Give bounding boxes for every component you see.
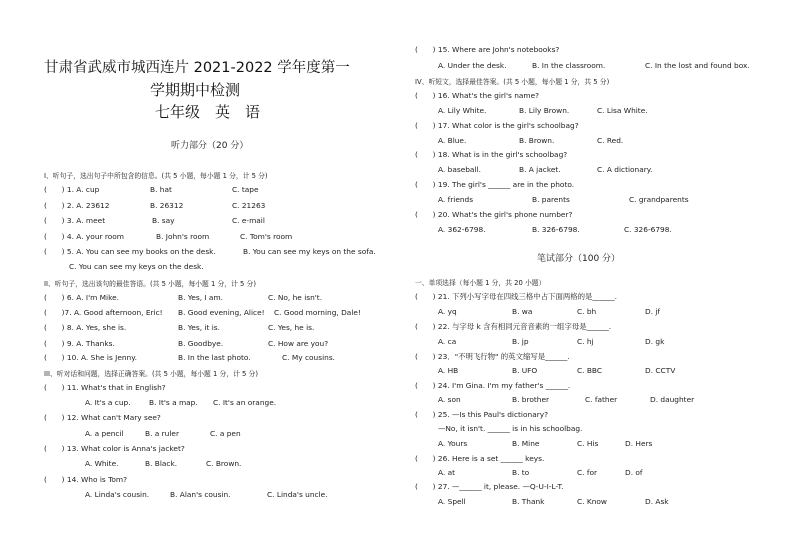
q1-stem: ( ) 1. A. cup (44, 185, 100, 194)
q27-option-a: A. Spell (438, 497, 466, 506)
q6-option-c: C. No, he isn't. (268, 293, 323, 302)
q2-option-b: B. 26312 (150, 201, 184, 210)
q12-stem: ( ) 12. What can't Mary see? (44, 413, 161, 422)
q25-option-b: B. Mine (512, 439, 540, 448)
q24-option-d: D. daughter (650, 395, 695, 404)
q20-stem: ( ) 20. What's the girl's phone number? (415, 210, 573, 219)
q4-stem: ( ) 4. A. your room (44, 232, 125, 241)
q26-option-b: B. to (512, 468, 530, 477)
q21-option-b: B. wa (512, 307, 533, 316)
q19-option-b: B. parents (532, 195, 570, 204)
q22-stem: ( ) 22. 与字母 k 含有相同元音音素的一组字母是______. (415, 322, 612, 331)
q24-option-a: A. son (438, 395, 461, 404)
q25-stem: ( ) 25. —Is this Paul's dictionary? (415, 410, 549, 419)
q18-option-c: C. A dictionary. (597, 165, 653, 174)
q9-stem: ( ) 9. A. Thanks. (44, 339, 115, 348)
right-page (397, 0, 794, 544)
q27-option-d: D. Ask (645, 497, 669, 506)
q7-stem: ( )7. A. Good afternoon, Eric! (44, 308, 163, 317)
section-2-header: II、听句子，选出该句的最佳答语。(共 5 小题，每小题 1 分，计 5 分) (44, 280, 256, 288)
q20-option-b: B. 326-6798. (532, 225, 580, 234)
q26-option-d: D. of (625, 468, 643, 477)
q15-stem: ( ) 15. Where are John's notebooks? (415, 45, 560, 54)
q11-option-b: B. It's a map. (149, 398, 198, 407)
q22-option-b: B. jp (512, 337, 529, 346)
q16-option-b: B. Lily Brown. (519, 106, 570, 115)
q13-option-a: A. White. (85, 459, 119, 468)
q11-option-c: C. It's an orange. (213, 398, 277, 407)
q14-option-a: A. Linda's cousin. (85, 490, 150, 499)
q25-option-a: A. Yours (438, 439, 468, 448)
q11-option-a: A. It's a cup. (85, 398, 131, 407)
q10-option-b: B. In the last photo. (178, 353, 251, 362)
q22-option-c: C. hj (577, 337, 594, 346)
q22-option-a: A. ca (438, 337, 457, 346)
q6-option-b: B. Yes, I am. (178, 293, 224, 302)
q23-option-d: D. CCTV (645, 366, 676, 375)
q14-option-b: B. Alan's cousin. (170, 490, 231, 499)
q7-option-c: C. Good morning, Dale! (274, 308, 361, 317)
q12-option-c: C. a pen (210, 429, 241, 438)
section-5-header: 一、单项选择（每小题 1 分，共 20 小题） (415, 279, 546, 287)
q9-option-c: C. How are you? (268, 339, 329, 348)
q3-option-c: C. e-mail (232, 216, 265, 225)
q10-stem: ( ) 10. A. She is Jenny. (44, 353, 137, 362)
q2-option-c: C. 21263 (232, 201, 266, 210)
q5-option-c: C. You can see my keys on the desk. (69, 262, 204, 271)
q12-option-a: A. a pencil (85, 429, 124, 438)
q5-option-b: B. You can see my keys on the sofa. (243, 247, 376, 256)
q3-option-b: B. say (152, 216, 175, 225)
exam-title-line3: 七年级 英 语 (155, 103, 261, 121)
q24-option-c: C. father (585, 395, 618, 404)
q25-option-d: D. Hers (625, 439, 653, 448)
q10-option-c: C. My cousins. (282, 353, 336, 362)
q23-stem: ( ) 23．"不明飞行物" 的英文缩写是______. (415, 352, 570, 361)
q25-stem-reply: —No, it isn't. ______ is in his schoolbag. (438, 424, 583, 433)
q7-option-b: B. Good evening, Alice! (178, 308, 265, 317)
q17-option-b: B. Brown. (519, 136, 555, 145)
q27-stem: ( ) 27. —______ it, please. —Q-U-I-L-T. (415, 482, 564, 491)
q17-option-a: A. Blue. (438, 136, 467, 145)
q16-stem: ( ) 16. What's the girl's name? (415, 91, 540, 100)
q13-stem: ( ) 13. What color is Anna's jacket? (44, 444, 185, 453)
exam-title-line1: 甘肃省武威市城西连片 2021-2022 学年度第一 (44, 60, 350, 76)
q26-stem: ( ) 26. Here is a set ______ keys. (415, 454, 545, 463)
q4-option-b: B. John's room (156, 232, 210, 241)
q3-stem: ( ) 3. A. meet (44, 216, 106, 225)
q21-option-c: C. bh (577, 307, 597, 316)
q2-stem: ( ) 2. A. 23612 (44, 201, 110, 210)
q23-option-a: A. HB (438, 366, 459, 375)
q6-stem: ( ) 6. A. I'm Mike. (44, 293, 120, 302)
section-3-header: III、听对话和问题，选择正确答案。(共 5 小题，每小题 1 分，计 5 分) (44, 370, 258, 378)
section-4-header: IV、听短文，选择最佳答案。(共 5 小题，每小题 1 分，共 5 分) (415, 78, 610, 86)
q21-option-a: A. yq (438, 307, 457, 316)
q21-stem: ( ) 21. 下列小写字母在四线三格中占下面两格的是______. (415, 292, 617, 301)
q4-option-c: C. Tom's room (240, 232, 293, 241)
section-1-header: I、听句子，选出句子中所包含的信息。(共 5 小题，每小题 1 分，计 5 分) (44, 172, 268, 180)
q8-stem: ( ) 8. A. Yes, she is. (44, 323, 127, 332)
q20-option-a: A. 362-6798. (438, 225, 486, 234)
listening-section-header: 听力部分（20 分） (171, 141, 249, 151)
writing-section-header: 笔试部分（100 分） (537, 254, 621, 264)
q12-option-b: B. a ruler (145, 429, 180, 438)
q22-option-d: D. gk (645, 337, 665, 346)
q27-option-c: C. Know (577, 497, 607, 506)
q8-option-b: B. Yes, it is. (178, 323, 220, 332)
q1-option-b: B. hat (150, 185, 172, 194)
q16-option-a: A. Lily White. (438, 106, 487, 115)
q18-option-b: B. A jacket. (519, 165, 561, 174)
q1-option-c: C. tape (232, 185, 259, 194)
q13-option-c: C. Brown. (206, 459, 242, 468)
q26-option-a: A. at (438, 468, 456, 477)
q15-option-c: C. In the lost and found box. (645, 61, 750, 70)
q20-option-c: C. 326-6798. (624, 225, 672, 234)
q13-option-b: B. Black. (145, 459, 178, 468)
q5-option-a: ( ) 5. A. You can see my books on the desk. (44, 247, 216, 256)
q9-option-b: B. Goodbye. (178, 339, 224, 348)
q17-stem: ( ) 17. What color is the girl's schoolbag? (415, 121, 579, 130)
q15-option-a: A. Under the desk. (438, 61, 507, 70)
q27-option-b: B. Thank (512, 497, 545, 506)
q11-stem: ( ) 11. What's that in English? (44, 383, 166, 392)
q26-option-c: C. for (577, 468, 598, 477)
q14-option-c: C. Linda's uncle. (267, 490, 328, 499)
q18-stem: ( ) 18. What is in the girl's schoolbag? (415, 150, 568, 159)
q15-option-b: B. In the classroom. (532, 61, 606, 70)
q14-stem: ( ) 14. Who is Tom? (44, 475, 128, 484)
q24-stem: ( ) 24. I'm Gina. I'm my father's ______. (415, 381, 571, 390)
q23-option-b: B. UFO (512, 366, 538, 375)
q8-option-c: C. Yes, he is. (268, 323, 315, 332)
q21-option-d: D. jf (645, 307, 661, 316)
q19-option-a: A. friends (438, 195, 474, 204)
q17-option-c: C. Red. (597, 136, 624, 145)
exam-title-line2: 学期期中检测 (150, 81, 241, 99)
q19-option-c: C. grandparents (629, 195, 689, 204)
q16-option-c: C. Lisa White. (597, 106, 648, 115)
q25-option-c: C. His (577, 439, 599, 448)
q19-stem: ( ) 19. The girl's ______ are in the photo. (415, 180, 575, 189)
q18-option-a: A. baseball. (438, 165, 481, 174)
q24-option-b: B. brother (512, 395, 550, 404)
q23-option-c: C. BBC (577, 366, 603, 375)
